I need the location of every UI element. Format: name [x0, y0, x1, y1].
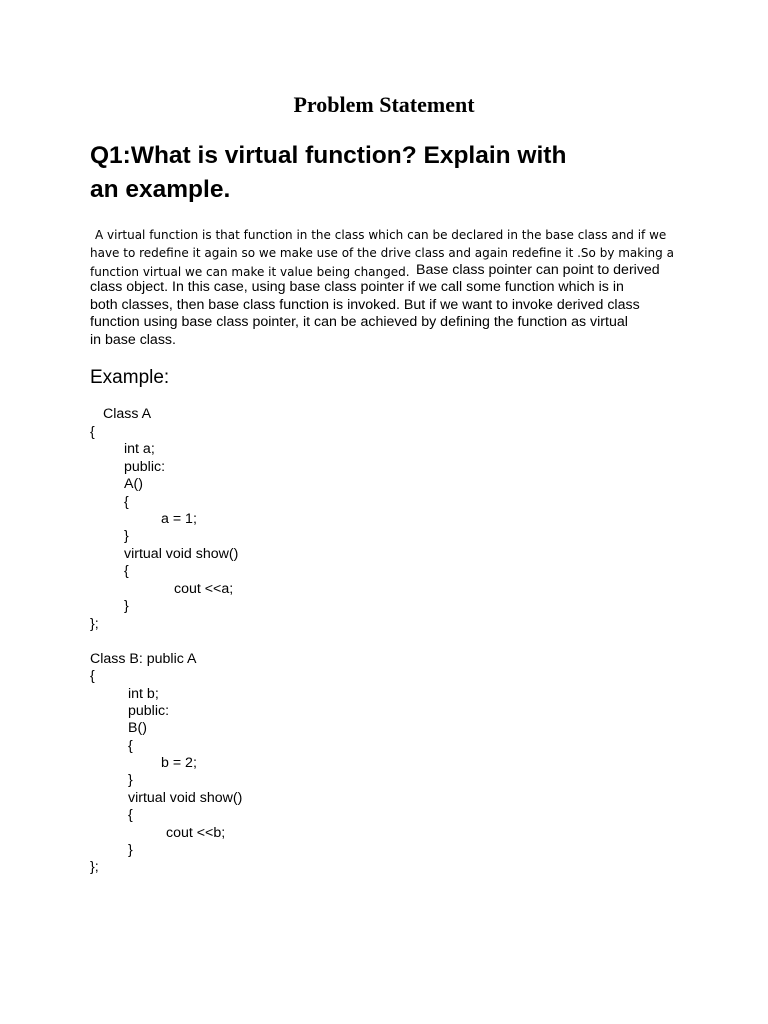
code-line: int b;	[128, 686, 159, 702]
code-line: };	[90, 616, 99, 632]
question-line-1: Q1:What is virtual function? Explain with	[90, 142, 567, 169]
answer-paragraph-explanation	[90, 262, 690, 349]
code-line: {	[128, 807, 133, 823]
code-line: }	[128, 772, 133, 788]
code-line: virtual void show()	[128, 790, 243, 806]
code-line: public:	[128, 703, 170, 719]
question-heading	[90, 139, 690, 207]
code-line: public:	[124, 459, 166, 475]
answer-line: Base class pointer can point to derived	[416, 262, 660, 278]
code-line: {	[124, 563, 129, 579]
code-line: {	[128, 738, 133, 754]
code-line: a = 1;	[161, 511, 197, 527]
code-line: b = 2;	[161, 755, 197, 771]
answer-line: A virtual function is that function in the class which can be declared in the base class and if we	[95, 228, 667, 242]
question-line-2: an example.	[90, 176, 231, 203]
answer-line: function virtual we can make it value being changed.	[90, 264, 410, 279]
answer-line: in base class.	[90, 331, 176, 348]
code-line: int a;	[124, 441, 155, 457]
code-line: }	[128, 842, 133, 858]
code-line: B()	[128, 720, 147, 736]
example-heading: Example:	[90, 367, 170, 388]
code-line: {	[90, 424, 95, 440]
code-line: Class B: public A	[90, 651, 197, 667]
code-line: };	[90, 859, 99, 875]
code-line: cout <<a;	[174, 581, 234, 597]
answer-line: function using base class pointer, it can be achieved by defining the function as virtual	[90, 314, 628, 331]
code-line: cout <<b;	[166, 825, 226, 841]
answer-line: have to redefine it again so we make use of the drive class and again redefine it .So by making a	[90, 246, 674, 261]
answer-line: class object. In this case, using base class pointer if we call some function which is in	[90, 279, 624, 296]
code-line: {	[90, 668, 95, 684]
code-line: }	[124, 528, 129, 544]
code-line: virtual void show()	[124, 546, 239, 562]
code-line: A()	[124, 476, 143, 492]
answer-line: both classes, then base class function is invoked. But if we want to invoke derived class	[90, 296, 640, 313]
code-line: }	[124, 598, 129, 614]
code-line: {	[124, 494, 129, 510]
document-title: Problem Statement	[293, 92, 475, 117]
code-line: Class A	[103, 406, 152, 422]
